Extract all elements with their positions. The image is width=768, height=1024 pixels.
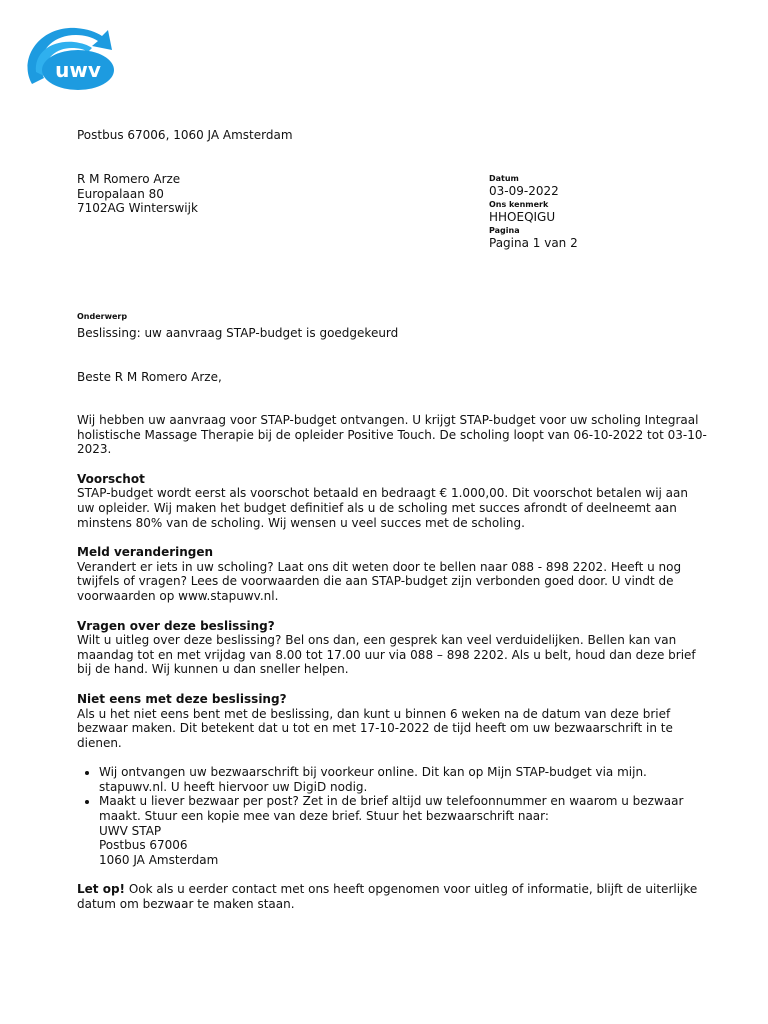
reference-value: HHOEQIGU xyxy=(489,210,556,224)
uwv-logo-icon xyxy=(22,18,118,98)
recipient-address xyxy=(77,172,198,216)
address-line: Postbus 67006 xyxy=(99,838,188,853)
section-heading: Meld veranderingen xyxy=(77,545,214,560)
svg-text:uwv: uwv xyxy=(55,58,101,82)
section-heading: Voorschot xyxy=(77,471,145,486)
page-label: Pagina xyxy=(489,226,520,235)
intro-paragraph: Wij hebben uw aanvraag voor STAP-budget ontvangen. U krijgt STAP-budget voor uw scholing Integraal holistische Massage Therapie bij de opleider Positive Touch. De scholing loopt van 06-10-2022 tot 03-10-2023. xyxy=(77,413,707,457)
list-item-text: Maakt u liever bezwaar per post? Zet in de brief altijd uw telefoonnummer en waarom u bezwaar maakt. Stuur een kopie mee van deze brief. Stuur het bezwaarschrift naar: xyxy=(99,794,684,824)
recipient-city: 7102AG Winterswijk xyxy=(77,201,198,216)
reference-label: Ons kenmerk xyxy=(489,200,549,209)
address-line: UWV STAP xyxy=(99,823,162,838)
address-line: 1060 JA Amsterdam xyxy=(99,852,219,867)
subject-label: Onderwerp xyxy=(77,312,128,321)
section-text: Wilt u uitleg over deze beslissing? Bel ons dan, een gesprek kan veel verduidelijken. Bellen kan van maandag tot en met vrijdag van 8.00 tot 17.00 uur via 088 – 898 2202. Als u belt, houd dan deze brief bij de hand. Wij kunnen u dan sneller helpen. xyxy=(77,633,696,677)
subject-block xyxy=(77,312,398,341)
letter-meta xyxy=(489,174,578,252)
recipient-street: Europalaan 80 xyxy=(77,186,164,201)
section-voorschot xyxy=(77,472,707,530)
date-label: Datum xyxy=(489,174,519,183)
section-heading: Vragen over deze beslissing? xyxy=(77,618,275,633)
bezwaar-options-list xyxy=(77,765,707,867)
salutation: Beste R M Romero Arze, xyxy=(77,370,222,384)
list-item xyxy=(99,794,707,867)
section-vragen xyxy=(77,619,707,677)
uwv-logo xyxy=(22,18,118,98)
section-text: Verandert er iets in uw scholing? Laat ons dit weten door te bellen naar 088 - 898 2202. Heeft u nog twijfels of vragen? Lees de voorwaarden die aan STAP-budget zijn verbonden goed door. U vindt de voorwaarden op www.stapuwv.nl. xyxy=(77,559,682,603)
section-bezwaar xyxy=(77,692,707,750)
note-paragraph xyxy=(77,882,707,911)
letter-body xyxy=(77,413,707,912)
page-value: Pagina 1 van 2 xyxy=(489,236,578,250)
list-item: • Wij ontvangen uw bezwaarschrift bij voorkeur online. Dit kan op Mijn STAP-budget via mijn. stapuwv.nl. U heeft hiervoor uw DigiD nodig. xyxy=(99,765,707,794)
section-text: STAP-budget wordt eerst als voorschot betaald en bedraagt € 1.000,00. Dit voorschot betalen wij aan uw opleider. Wij maken het budget definitief als u de scholing met succes afrondt of deelneemt aan minstens 80% van de scholing. Wij wensen u veel succes met de scholing. xyxy=(77,486,688,530)
section-heading: Niet eens met deze beslissing? xyxy=(77,691,287,706)
section-veranderingen xyxy=(77,545,707,603)
recipient-name: R M Romero Arze xyxy=(77,172,181,186)
note-text: Ook als u eerder contact met ons heeft opgenomen voor uitleg of informatie, blijft de uiterlijke datum om bezwaar te maken staan. xyxy=(77,882,698,912)
sender-address: Postbus 67006, 1060 JA Amsterdam xyxy=(77,128,293,142)
date-value: 03-09-2022 xyxy=(489,184,559,198)
section-text: Als u het niet eens bent met de beslissing, dan kunt u binnen 6 weken na de datum van deze brief bezwaar maken. Dit betekent dat u tot en met 17-10-2022 de tijd heeft om uw bezwaarschrift in te dienen. xyxy=(77,706,673,750)
note-emphasis: Let op! xyxy=(77,882,126,897)
subject-text: Beslissing: uw aanvraag STAP-budget is goedgekeurd xyxy=(77,326,399,340)
